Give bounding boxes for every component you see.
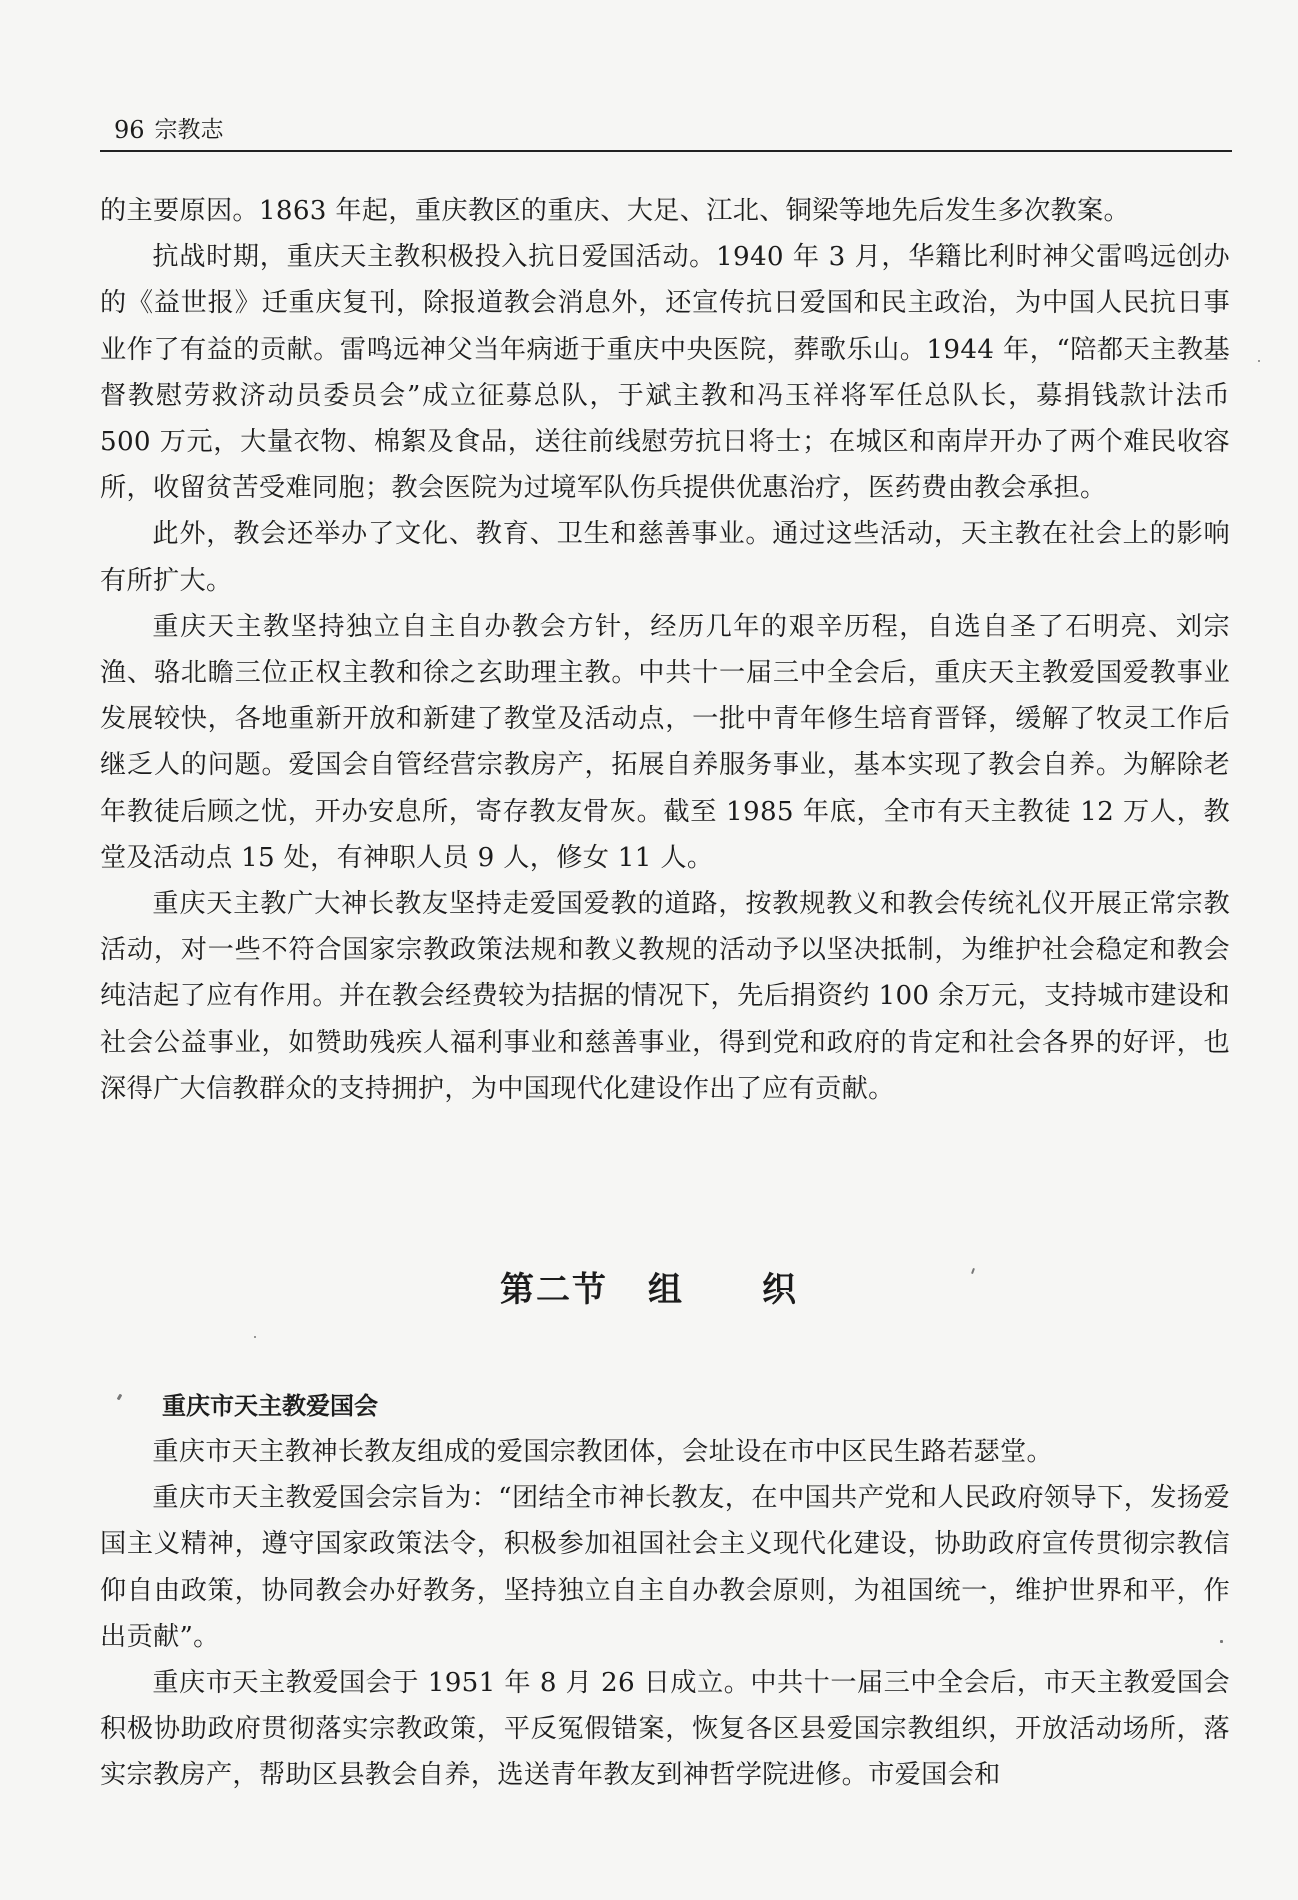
book-title: 宗教志 [154, 117, 224, 143]
paragraph: 抗战时期，重庆天主教积极投入抗日爱国活动。1940 年 3 月，华籍比利时神父雷鸣远创办的《益世报》迁重庆复刊，除报道教会消息外，还宣传抗日爱国和民主政治，为中国人民抗日事业作了有益的贡献。雷鸣远神父当年病逝于重庆中央医院，葬歌乐山。1944 年，“陪都天主教基督教慰劳救济动员委员会”成立征募总队，于斌主教和冯玉祥将军任总队长，募捐钱款计法币 500 万元，大量衣物、棉絮及食品，送往前线慰劳抗日将士；在城区和南岸开办了两个难民收容所，收留贫苦受难同胞；教会医院为过境军队伤兵提供优惠治疗，医药费由教会承担。 [100, 242, 1230, 504]
paragraph: 重庆市天主教爱国会宗旨为：“团结全市神长教友，在中国共产党和人民政府领导下，发扬爱国主义精神，遵守国家政策法令，积极参加祖国社会主义现代化建设，协助政府宣传贯彻宗教信仰自由政策，协同教会办好教务，坚持独立自主自办教会原则，为祖国统一，维护世界和平，作出贡献”。 [100, 1483, 1230, 1652]
section-number: 第二节 [500, 1270, 608, 1310]
running-header [100, 108, 1232, 152]
paragraph: 重庆天主教坚持独立自主自办教会方针，经历几年的艰辛历程，自选自圣了石明亮、刘宗渔、骆北瞻三位正权主教和徐之玄助理主教。中共十一届三中全会后，重庆天主教爱国爱教事业发展较快，各地重新开放和新建了教堂及活动点，一批中青年修生培育晋铎，缓解了牧灵工作后继乏人的问题。爱国会自管经营宗教房产，拓展自养服务事业，基本实现了教会自养。为解除老年教徒后顾之忧，开办安息所，寄存教友骨灰。截至 1985 年底，全市有天主教徒 12 万人，教堂及活动点 15 处，有神职人员 9 人，修女 11 人。 [100, 611, 1230, 873]
paragraph: 此外，教会还举办了文化、教育、卫生和慈善事业。通过这些活动，天主教在社会上的影响有所扩大。 [100, 519, 1230, 596]
organization-heading: 重庆市天主教爱国会 [162, 1392, 378, 1420]
paragraph: 重庆市天主教神长教友组成的爱国宗教团体，会址设在市中区民生路若瑟堂。 [152, 1437, 1053, 1467]
page-number: 96 [114, 116, 145, 144]
body-text [100, 188, 1230, 1112]
organization-entry [100, 1383, 1230, 1799]
paragraph: 的主要原因。1863 年起，重庆教区的重庆、大足、江北、铜梁等地先后发生多次教案。 [100, 196, 1131, 226]
scan-speck [1258, 360, 1260, 362]
scan-speck [254, 1336, 256, 1338]
section-title [0, 1262, 1298, 1311]
section-title-char: 织 [762, 1270, 798, 1310]
paragraph: 重庆天主教广大神长教友坚持走爱国爱教的道路，按教规教义和教会传统礼仪开展正常宗教活动，对一些不符合国家宗教政策法规和教义教规的活动予以坚决抵制，为维护社会稳定和教会纯洁起了应有作用。并在教会经费较为拮据的情况下，先后捐资约 100 余万元，支持城市建设和社会公益事业，如赞助残疾人福利事业和慈善事业，得到党和政府的肯定和社会各界的好评，也深得广大信教群众的支持拥护，为中国现代化建设作出了应有贡献。 [100, 889, 1230, 1104]
paragraph: 重庆市天主教爱国会于 1951 年 8 月 26 日成立。中共十一届三中全会后，市天主教爱国会积极协助政府贯彻落实宗教政策，平反冤假错案，恢复各区县爱国宗教组织，开放活动场所，落实宗教房产，帮助区县教会自养，选送青年教友到神哲学院进修。市爱国会和 [100, 1668, 1230, 1791]
scan-speck [1220, 1640, 1223, 1643]
section-title-char: 组 [648, 1270, 684, 1310]
